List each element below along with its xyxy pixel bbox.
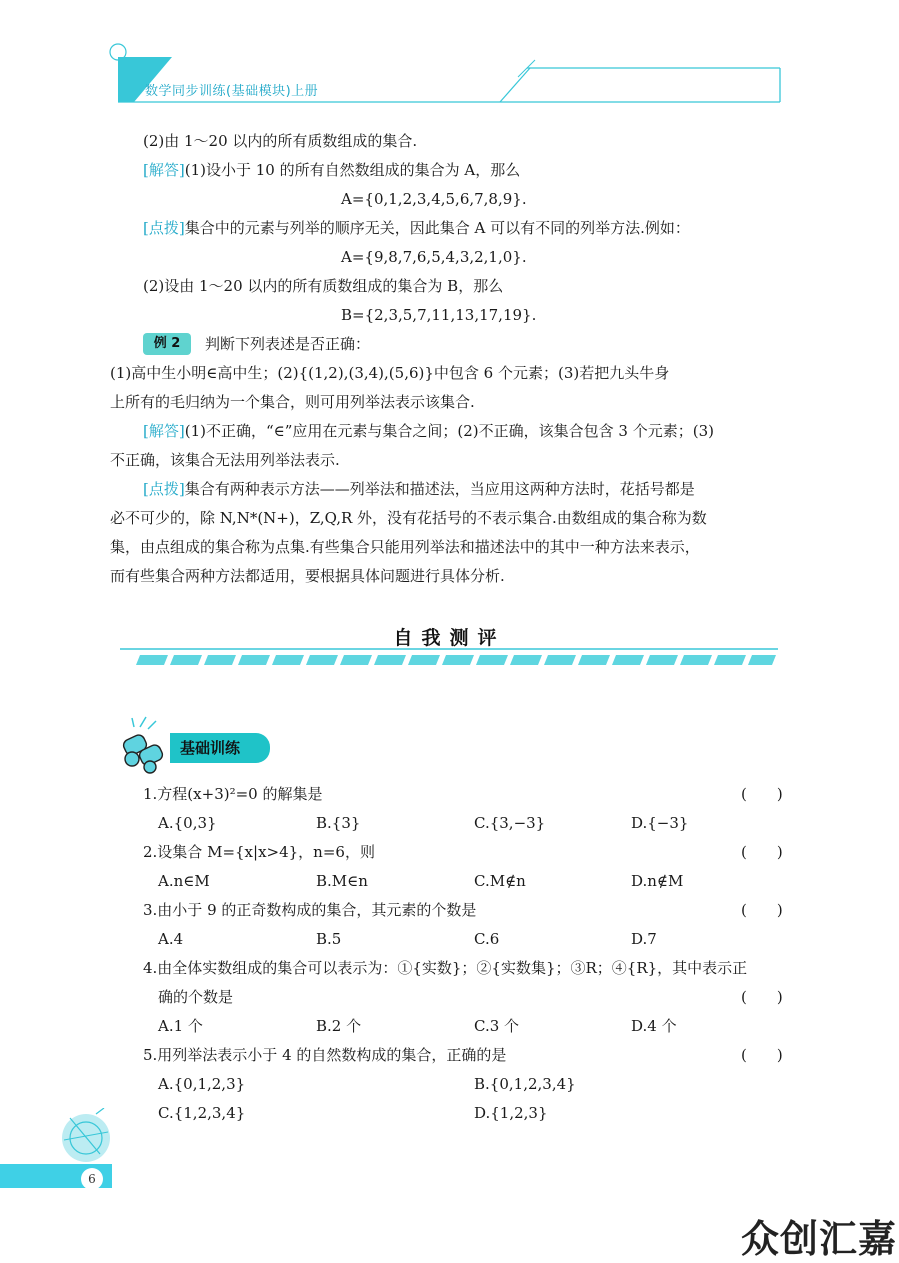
option: B.M∈n xyxy=(316,872,368,890)
example-title: 判断下列表述是否正确： xyxy=(205,335,371,353)
option: A.{0,3} xyxy=(158,814,217,832)
answer-tag: [解答] xyxy=(143,422,185,440)
text-line: (2)由 1～20 以内的所有质数组成的集合. xyxy=(143,132,418,150)
option: B.{0,1,2,3,4} xyxy=(474,1075,576,1093)
option: C.6 xyxy=(474,930,500,948)
option: D.{−3} xyxy=(631,814,689,832)
answer-blank: ( ) xyxy=(741,843,783,861)
option: B.5 xyxy=(316,930,342,948)
text-line: 而有些集合两种方法都适用，要根据具体问题进行具体分析. xyxy=(110,567,505,585)
hint-text: 集合有两种表示方法——列举法和描述法，当应用这两种方法时，花括号都是 xyxy=(184,480,695,498)
question-text: 5.用列举法表示小于 4 的自然数构成的集合，正确的是 xyxy=(143,1046,507,1064)
hint-tag: [点拨] xyxy=(143,219,185,237)
hint-text: 集合中的元素与列举的顺序无关，因此集合 A 可以有不同的列举方法.例如： xyxy=(184,219,690,237)
section-title: 自我测评 xyxy=(393,627,506,649)
answer-blank: ( ) xyxy=(741,1046,783,1064)
footer-decoration xyxy=(0,1108,140,1198)
section-divider xyxy=(110,645,790,669)
header-decoration xyxy=(0,0,899,110)
formula-line: A={9,8,7,6,5,4,3,2,1,0}. xyxy=(341,248,527,266)
hint-line xyxy=(143,478,695,500)
question-text: 3.由小于 9 的正奇数构成的集合，其元素的个数是 xyxy=(143,901,477,919)
text-line: (1)高中生小明∈高中生；(2){(1,2),(3,4),(5,6)}中包含 6 个元素；(3)若把九头牛身 xyxy=(110,364,670,382)
option: B.{3} xyxy=(316,814,361,832)
option: A.{0,1,2,3} xyxy=(158,1075,246,1093)
text-line: 集，由点组成的集合称为点集.有些集合只能用列举法和描述法中的其中一种方法来表示， xyxy=(110,538,700,556)
option: C.{3,−3} xyxy=(474,814,546,832)
answer-line xyxy=(143,420,714,442)
question-text: 2.设集合 M={x|x>4}，n=6，则 xyxy=(143,843,375,861)
hint-line xyxy=(143,217,690,239)
header-title: 数学同步训练(基础模块)上册 xyxy=(145,84,319,99)
option: D.4 个 xyxy=(631,1017,677,1035)
page-number: 6 xyxy=(81,1168,103,1190)
hint-tag: [点拨] xyxy=(143,480,185,498)
watermark: 众创汇嘉 xyxy=(741,1217,898,1261)
answer-text: (1)设小于 10 的所有自然数组成的集合为 A，那么 xyxy=(184,161,521,179)
example-badge: 例 2 xyxy=(143,333,191,355)
option: C.M∉n xyxy=(474,872,526,890)
answer-blank: ( ) xyxy=(741,785,783,803)
formula-line: B={2,3,5,7,11,13,17,19}. xyxy=(341,306,537,324)
answer-blank: ( ) xyxy=(741,988,783,1006)
question-text: 1.方程(x+3)²=0 的解集是 xyxy=(143,785,323,803)
option: A.1 个 xyxy=(158,1017,203,1035)
answer-tag: [解答] xyxy=(143,161,185,179)
option: A.n∈M xyxy=(158,872,210,890)
option: C.3 个 xyxy=(474,1017,520,1035)
option: C.{1,2,3,4} xyxy=(158,1104,246,1122)
option: A.4 xyxy=(158,930,184,948)
question-text: 4.由全体实数组成的集合可以表示为：①{实数}；②{实数集}；③R；④{R}，其中表示正 xyxy=(143,959,748,977)
option: D.{1,2,3} xyxy=(474,1104,548,1122)
option: D.7 xyxy=(631,930,657,948)
text-line: (2)设由 1～20 以内的所有质数组成的集合为 B，那么 xyxy=(143,277,504,295)
text-line: 上所有的毛归纳为一个集合，则可用列举法表示该集合. xyxy=(110,393,475,411)
answer-blank: ( ) xyxy=(741,901,783,919)
question-text-cont: 确的个数是 xyxy=(158,988,234,1006)
answer-text: (1)不正确，“∈”应用在元素与集合之间；(2)不正确，该集合包含 3 个元素；(3) xyxy=(184,422,714,440)
text-line: 必不可少的，除 N,N*(N+)，Z,Q,R 外，没有花括号的不表示集合.由数组成的集合称为数 xyxy=(110,509,707,527)
option: B.2 个 xyxy=(316,1017,362,1035)
subsection-badge: 基础训练 xyxy=(170,733,270,763)
text-line: 不正确，该集合无法用列举法表示. xyxy=(110,451,340,469)
option: D.n∉M xyxy=(631,872,684,890)
answer-line xyxy=(143,159,520,181)
formula-line: A={0,1,2,3,4,5,6,7,8,9}. xyxy=(341,190,527,208)
